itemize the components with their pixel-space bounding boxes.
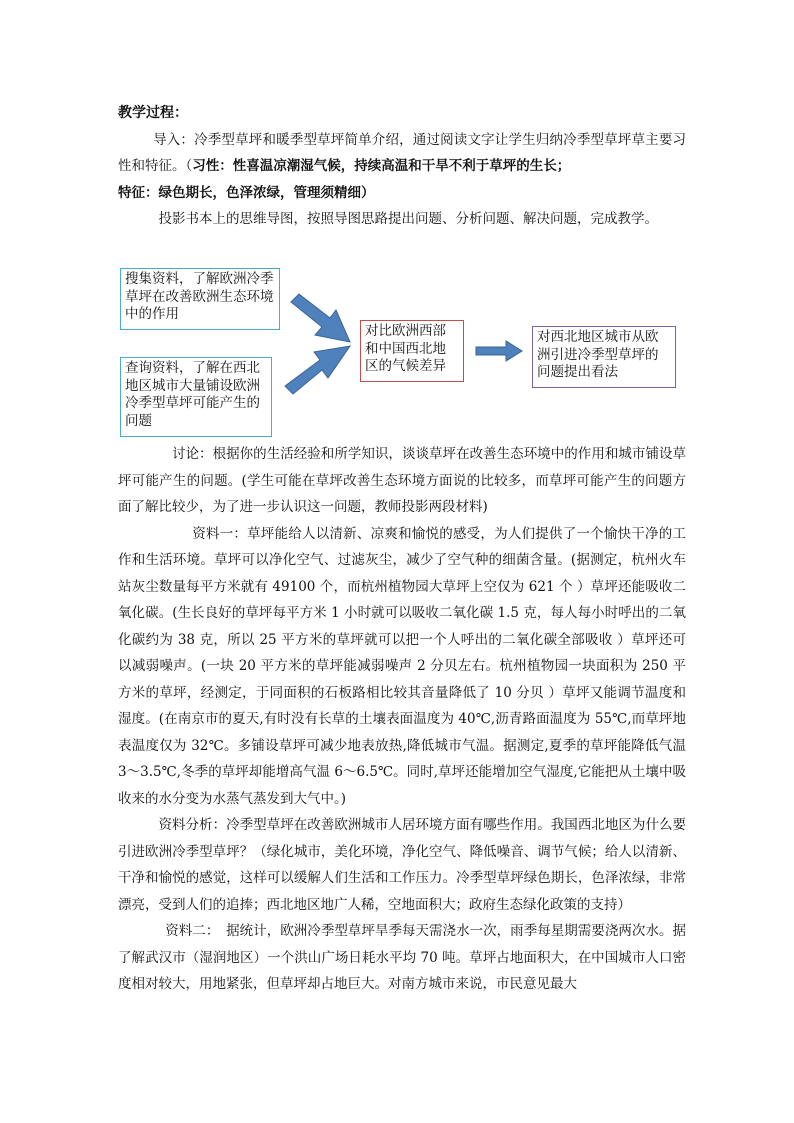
intro-habit: 习性：性喜温凉潮湿气候，持续高温和干旱不利于草坪的生长； [192, 158, 571, 174]
material-two-paragraph: 资料二： 据统计，欧洲冷季型草坪旱季每天需浇水一次，雨季每星期需要浇两次水。据了解武汉市（湿润地区）一个洪山广场日耗水平均 70 吨。草坪占地面积大，在中国城市人口密度相对较大，用地紧张，但草坪却占地巨大。对南方城市来说，市民意见最大 [118, 923, 686, 992]
diagram-box-query: 查询资料，了解在西北地区城市大量铺设欧洲冷季型草坪可能产生的问题 [120, 357, 272, 437]
diagram-box-compare: 对比欧洲西部和中国西北地区的气候差异 [360, 320, 464, 382]
projection-paragraph: 投影书本上的思维导图，按照导图思路提出问题、分析问题、解决问题，完成教学。 [158, 211, 658, 227]
discussion-paragraph: 讨论：根据你的生活经验和所学知识，谈谈草坪在改善生态环境中的作用和城市铺设草坪可能产生的问题。(学生可能在草坪改善生态环境方面说的比较多，而草坪可能产生的问题方面了解比较少，为了进一步认识这一问题，教师投影两段材料) [118, 446, 686, 515]
section-heading: 教学过程： [118, 105, 188, 121]
intro-feature: 特征：绿色期长，色泽浓绿，管理须精细） [118, 184, 375, 201]
arrow-down-right [291, 294, 350, 342]
analysis-paragraph: 资料分析：冷季型草坪在改善欧洲城市人居环境方面有哪些作用。我国西北地区为什么要引进欧洲冷季型草坪？（绿化城市，美化环境，净化空气、降低噪音、调节气候；给人以清新、干净和愉悦的感觉，这样可以缓解人们生活和工作压力。冷季型草坪绿色期长，色泽浓绿，非常漂亮，受到人们的追捧；西北地区地广人稀，空地面积大；政府生态绿化政策的支持） [118, 817, 686, 913]
section-discussion [118, 441, 686, 998]
material-one-paragraph: 资料一：草坪能给人以清新、凉爽和愉悦的感受，为人们提供了一个愉快干净的工作和生活环境。草坪可以净化空气、过滤灰尘，减少了空气种的细菌含量。(据测定，杭州火车站灰尘数量每平方米就有 49100 个，而杭州植物园大草坪上空仅为 621 个 ）草坪还能吸收二氧化碳。(生长良好的草坪每平方米 1 小时就可以吸收二氧化碳 1.5 克，每人每小时呼出的二氧化碳约为 38 克，所以 25 平方米的草坪就可以把一个人呼出的二氧化碳全部吸收 ）草坪还可以减弱噪声。(一块 20 平方米的草坪能减弱噪声 2 分贝左右。杭州植物园一块面积为 250 平方米的草坪，经测定，于同面积的石板路相比较其音量降低了 10 分贝 ）草坪又能调节温度和湿度。(在南京市的夏天,有时没有长草的土壤表面温度为 40℃,沥青路面温度为 55℃,而草坪地表温度仅为 32℃。多铺设草坪可减少地表放热,降低城市气温。据测定,夏季的草坪能降低气温 3～3.5℃,冬季的草坪却能增高气温 6～6.5℃。同时,草坪还能增加空气湿度,它能把从土壤中吸收来的水分变为水蒸气蒸发到大气中。) [118, 525, 686, 807]
diagram-box-collect: 搜集资料，了解欧洲冷季草坪在改善欧洲生态环境中的作用 [120, 268, 280, 330]
arrow-right [476, 341, 522, 361]
intro-text: 导入：冷季型草坪和暖季型草坪简单介绍，通过阅读文字让学生归纳冷季型草坪草主要习性和特征。（ [118, 131, 686, 174]
arrow-up-right [285, 346, 350, 394]
diagram-box-opinion: 对西北地区城市从欧洲引进冷季型草坪的问题提出看法 [532, 326, 676, 388]
